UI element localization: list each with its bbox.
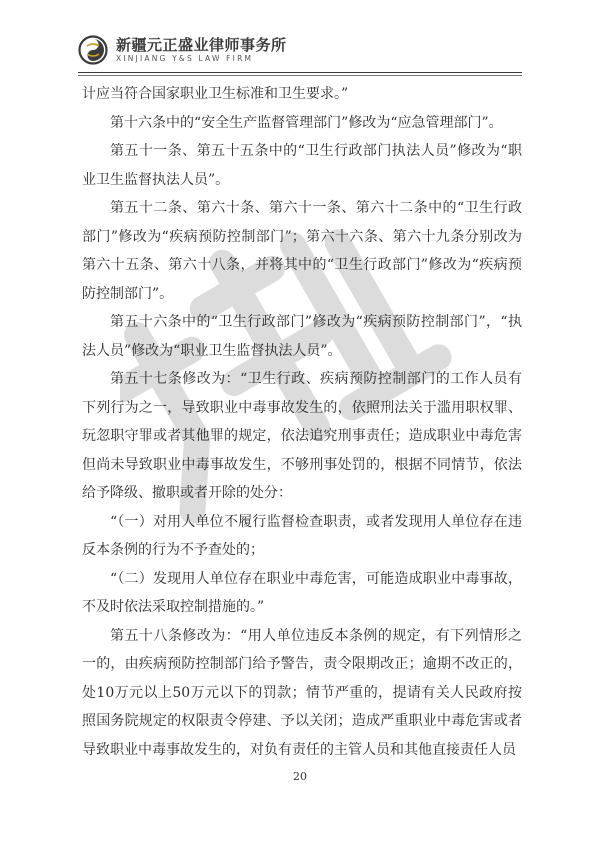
firm-name-en: XINJIANG Y&S LAW FIRM: [116, 54, 254, 63]
paragraph: 第五十二条、第六十条、第六十一条、第六十二条中的“卫生行政部门”修改为“疾病预防控制部门”；第六十六条、第六十九条分别改为第六十五条、第六十八条，并将其中的“卫生行政部门”修改为“疾病预防控制部门”。: [82, 200, 522, 302]
letterhead: [78, 30, 287, 70]
paragraph: 第五十一条、第五十五条中的“卫生行政部门执法人员”修改为“职业卫生监督执法人员”。: [82, 143, 522, 188]
paragraph: 计应当符合国家职业卫生标准和卫生要求。”: [82, 86, 349, 102]
firm-logo-icon: [78, 35, 108, 65]
paragraph: 第五十六条中的“卫生行政部门”修改为“疾病预防控制部门”，“执法人员”修改为“职业卫生监督执法人员”。: [82, 314, 522, 359]
paragraph: 第五十七条修改为：“卫生行政、疾病预防控制部门的工作人员有下列行为之一，导致职业中毒事故发生的，依照刑法关于滥用职权罪、玩忽职守罪或者其他罪的规定，依法追究刑事责任；造成职业中毒危害但尚未导致职业中毒事故发生，不够刑事处罚的，根据不同情节，依法给予降级、撤职或者开除的处分：: [82, 371, 522, 501]
header-rule-thin: [78, 75, 522, 76]
paragraph: “（一）对用人单位不履行监督检查职责，或者发现用人单位存在违反本条例的行为不予查处的；: [82, 513, 522, 558]
paragraph: “（二）发现用人单位存在职业中毒危害，可能造成职业中毒事故，不及时依法采取控制措施的。”: [82, 570, 522, 615]
paragraph: 第五十八条修改为：“用人单位违反本条例的规定，有下列情形之一的，由疾病预防控制部门给予警告，责令限期改正；逾期不改正的，处10万元以上50万元以下的罚款；情节严重的，提请有关人民政府按照国务院规定的权限责令停建、予以关闭；造成严重职业中毒危害或者导致职业中毒事故发生的，对负有责任的主管人员和其他直接责任人员: [82, 627, 522, 758]
header-rule: [78, 72, 522, 73]
paragraph: 第十六条中的“安全生产监督管理部门”修改为“应急管理部门”。: [110, 114, 503, 131]
document-body: [82, 80, 522, 764]
page-number: 20: [293, 770, 307, 783]
firm-name-cn: 新疆元正盛业律师事务所: [116, 36, 287, 54]
